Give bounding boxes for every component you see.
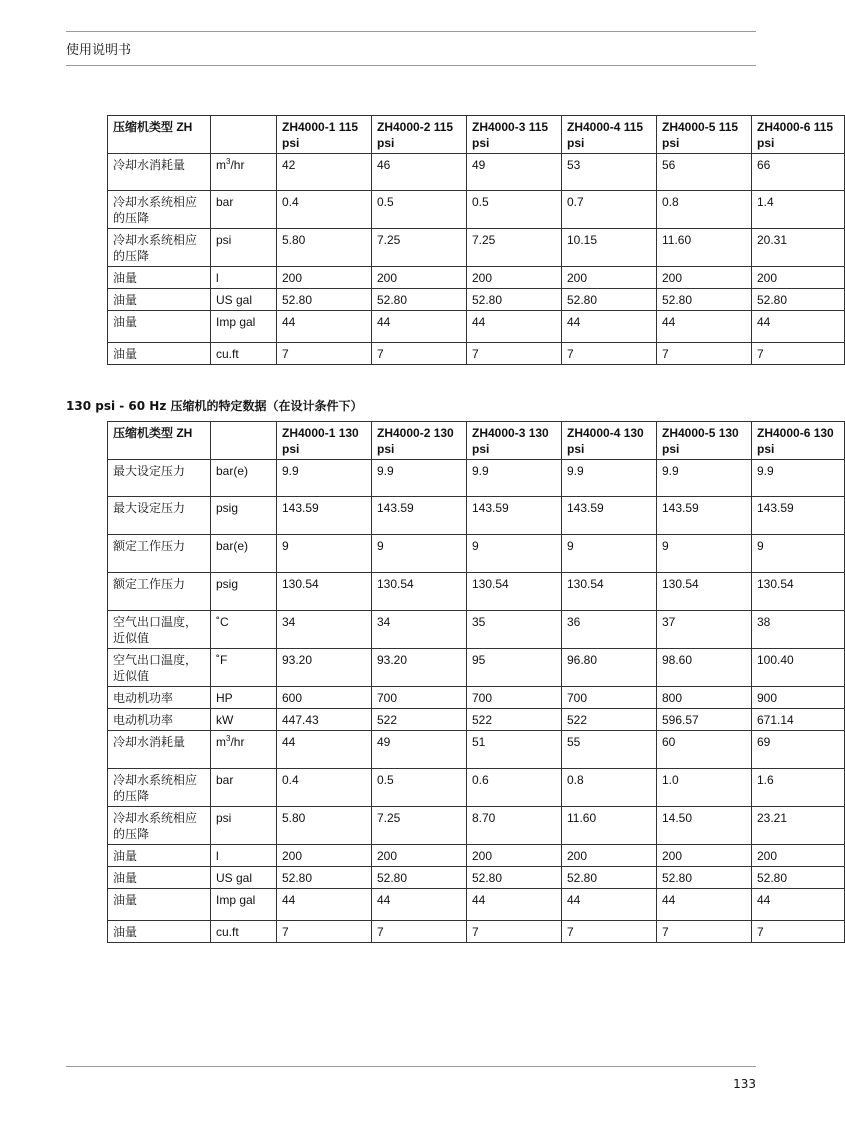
- value-cell: 9.9: [657, 460, 752, 497]
- value-cell: 0.8: [562, 769, 657, 807]
- unit-cell: psig: [211, 573, 277, 611]
- table-row: [108, 889, 845, 921]
- value-cell: 7: [467, 921, 562, 943]
- value-cell: 34: [277, 611, 372, 649]
- parameter-cell: 最大设定压力: [108, 497, 211, 535]
- table-header-cell: ZH4000-1 130 psi: [277, 422, 372, 460]
- value-cell: 0.5: [372, 769, 467, 807]
- value-cell: 96.80: [562, 649, 657, 687]
- value-cell: 44: [277, 889, 372, 921]
- value-cell: 5.80: [277, 229, 372, 267]
- section-heading-130psi: 130 psi - 60 Hz 压缩机的特定数据（在设计条件下）: [66, 399, 363, 413]
- value-cell: 44: [372, 311, 467, 343]
- value-cell: 44: [467, 311, 562, 343]
- value-cell: 7: [372, 921, 467, 943]
- value-cell: 44: [372, 889, 467, 921]
- value-cell: 66: [752, 154, 845, 191]
- table-row: [108, 191, 845, 229]
- value-cell: 7: [562, 921, 657, 943]
- parameter-cell: 油量: [108, 845, 211, 867]
- parameter-cell: 油量: [108, 867, 211, 889]
- value-cell: 44: [752, 311, 845, 343]
- value-cell: 20.31: [752, 229, 845, 267]
- value-cell: 0.7: [562, 191, 657, 229]
- table-row: [108, 845, 845, 867]
- value-cell: 53: [562, 154, 657, 191]
- value-cell: 35: [467, 611, 562, 649]
- value-cell: 7: [657, 343, 752, 365]
- value-cell: 9.9: [562, 460, 657, 497]
- value-cell: 596.57: [657, 709, 752, 731]
- value-cell: 200: [562, 267, 657, 289]
- value-cell: 49: [372, 731, 467, 769]
- parameter-cell: 最大设定压力: [108, 460, 211, 497]
- value-cell: 700: [562, 687, 657, 709]
- value-cell: 37: [657, 611, 752, 649]
- value-cell: 9: [657, 535, 752, 573]
- value-cell: 9.9: [277, 460, 372, 497]
- value-cell: 42: [277, 154, 372, 191]
- parameter-cell: 油量: [108, 889, 211, 921]
- value-cell: 52.80: [657, 289, 752, 311]
- value-cell: 7.25: [372, 807, 467, 845]
- value-cell: 7: [752, 921, 845, 943]
- table-header-cell: [211, 116, 277, 154]
- value-cell: 95: [467, 649, 562, 687]
- value-cell: 0.8: [657, 191, 752, 229]
- value-cell: 52.80: [657, 867, 752, 889]
- parameter-cell: 冷却水系统相应的压降: [108, 191, 211, 229]
- value-cell: 200: [467, 267, 562, 289]
- value-cell: 44: [562, 889, 657, 921]
- superscript-3: 3: [226, 157, 231, 166]
- value-cell: 52.80: [467, 867, 562, 889]
- value-cell: 7: [467, 343, 562, 365]
- value-cell: 200: [752, 845, 845, 867]
- value-cell: 200: [277, 267, 372, 289]
- unit-cell: HP: [211, 687, 277, 709]
- value-cell: 0.5: [372, 191, 467, 229]
- value-cell: 200: [277, 845, 372, 867]
- table-header-cell: ZH4000-2 115 psi: [372, 116, 467, 154]
- value-cell: 9: [752, 535, 845, 573]
- value-cell: 522: [467, 709, 562, 731]
- value-cell: 44: [562, 311, 657, 343]
- value-cell: 56: [657, 154, 752, 191]
- value-cell: 49: [467, 154, 562, 191]
- value-cell: 143.59: [277, 497, 372, 535]
- value-cell: 7: [372, 343, 467, 365]
- unit-cell: bar: [211, 191, 277, 229]
- value-cell: 93.20: [277, 649, 372, 687]
- value-cell: 900: [752, 687, 845, 709]
- unit-cell: $m^3/hr$: [211, 154, 277, 191]
- specs-table-body: [108, 422, 845, 943]
- value-cell: 200: [467, 845, 562, 867]
- table-row: [108, 769, 845, 807]
- value-cell: 671.14: [752, 709, 845, 731]
- value-cell: 143.59: [467, 497, 562, 535]
- specs-table-130psi: [107, 421, 845, 943]
- unit-cell: Imp gal: [211, 311, 277, 343]
- table-row: [108, 460, 845, 497]
- table-header-row: [108, 116, 845, 154]
- parameter-cell: 油量: [108, 343, 211, 365]
- value-cell: 200: [657, 267, 752, 289]
- value-cell: 9: [467, 535, 562, 573]
- value-cell: 52.80: [467, 289, 562, 311]
- value-cell: 52.80: [277, 867, 372, 889]
- value-cell: 44: [752, 889, 845, 921]
- value-cell: 44: [277, 731, 372, 769]
- value-cell: 800: [657, 687, 752, 709]
- value-cell: 8.70: [467, 807, 562, 845]
- value-cell: 7: [277, 343, 372, 365]
- value-cell: 60: [657, 731, 752, 769]
- footer-rule: [66, 1066, 756, 1067]
- parameter-cell: 空气出口温度，近似值: [108, 649, 211, 687]
- table-row: [108, 731, 845, 769]
- value-cell: 98.60: [657, 649, 752, 687]
- unit-cell: bar: [211, 769, 277, 807]
- table-header-cell: 压缩机类型 ZH: [108, 116, 211, 154]
- unit-cell: psi: [211, 229, 277, 267]
- parameter-cell: 额定工作压力: [108, 573, 211, 611]
- parameter-cell: 油量: [108, 921, 211, 943]
- value-cell: 700: [372, 687, 467, 709]
- table-header-row: [108, 422, 845, 460]
- specs-table-body: [108, 116, 845, 365]
- parameter-cell: 电动机功率: [108, 687, 211, 709]
- value-cell: 130.54: [752, 573, 845, 611]
- value-cell: 52.80: [372, 867, 467, 889]
- value-cell: 7: [562, 343, 657, 365]
- value-cell: 600: [277, 687, 372, 709]
- header-rule-bottom: [66, 65, 756, 66]
- table-row: [108, 921, 845, 943]
- unit-cell: kW: [211, 709, 277, 731]
- value-cell: 93.20: [372, 649, 467, 687]
- value-cell: 1.6: [752, 769, 845, 807]
- value-cell: 143.59: [657, 497, 752, 535]
- unit-cell: psig: [211, 497, 277, 535]
- value-cell: 11.60: [562, 807, 657, 845]
- unit-cell: cu.ft: [211, 343, 277, 365]
- unit-cell: l: [211, 267, 277, 289]
- value-cell: 0.6: [467, 769, 562, 807]
- table-header-cell: ZH4000-6 130 psi: [752, 422, 845, 460]
- value-cell: 55: [562, 731, 657, 769]
- value-cell: 9: [277, 535, 372, 573]
- table-header-cell: ZH4000-6 115 psi: [752, 116, 845, 154]
- table-row: [108, 311, 845, 343]
- table-row: [108, 535, 845, 573]
- value-cell: 52.80: [562, 867, 657, 889]
- value-cell: 52.80: [562, 289, 657, 311]
- value-cell: 52.80: [752, 867, 845, 889]
- table-row: [108, 687, 845, 709]
- value-cell: 522: [562, 709, 657, 731]
- unit-cell: bar(e): [211, 535, 277, 573]
- document-title: 使用说明书: [66, 43, 132, 58]
- table-header-cell: ZH4000-4 115 psi: [562, 116, 657, 154]
- value-cell: 14.50: [657, 807, 752, 845]
- value-cell: 0.4: [277, 769, 372, 807]
- value-cell: 200: [752, 267, 845, 289]
- table-row: [108, 229, 845, 267]
- value-cell: 143.59: [372, 497, 467, 535]
- value-cell: 200: [562, 845, 657, 867]
- header-rule-top: [66, 31, 756, 32]
- value-cell: 130.54: [372, 573, 467, 611]
- value-cell: 34: [372, 611, 467, 649]
- unit-cell: psi: [211, 807, 277, 845]
- value-cell: 44: [657, 311, 752, 343]
- table-header-cell: ZH4000-3 115 psi: [467, 116, 562, 154]
- unit-cell: ˚F: [211, 649, 277, 687]
- value-cell: 44: [277, 311, 372, 343]
- value-cell: 7.25: [372, 229, 467, 267]
- parameter-cell: 空气出口温度，近似值: [108, 611, 211, 649]
- table-header-cell: 压缩机类型 ZH: [108, 422, 211, 460]
- table-header-cell: ZH4000-1 115 psi: [277, 116, 372, 154]
- parameter-cell: 冷却水系统相应的压降: [108, 807, 211, 845]
- table-row: [108, 867, 845, 889]
- value-cell: 447.43: [277, 709, 372, 731]
- value-cell: 200: [372, 845, 467, 867]
- table-header-cell: ZH4000-5 130 psi: [657, 422, 752, 460]
- value-cell: 1.0: [657, 769, 752, 807]
- value-cell: 143.59: [752, 497, 845, 535]
- specs-table-115psi: [107, 115, 845, 365]
- value-cell: 52.80: [372, 289, 467, 311]
- value-cell: 38: [752, 611, 845, 649]
- unit-cell: l: [211, 845, 277, 867]
- value-cell: 5.80: [277, 807, 372, 845]
- value-cell: 23.21: [752, 807, 845, 845]
- value-cell: 7: [752, 343, 845, 365]
- parameter-cell: 油量: [108, 311, 211, 343]
- unit-cell: Imp gal: [211, 889, 277, 921]
- unit-cell: cu.ft: [211, 921, 277, 943]
- table-row: [108, 267, 845, 289]
- value-cell: 130.54: [657, 573, 752, 611]
- value-cell: 200: [372, 267, 467, 289]
- table-row: [108, 343, 845, 365]
- value-cell: 130.54: [467, 573, 562, 611]
- parameter-cell: 油量: [108, 267, 211, 289]
- table-header-cell: [211, 422, 277, 460]
- unit-cell: ˚C: [211, 611, 277, 649]
- value-cell: 130.54: [277, 573, 372, 611]
- value-cell: 130.54: [562, 573, 657, 611]
- value-cell: 200: [657, 845, 752, 867]
- table-row: [108, 573, 845, 611]
- table-row: [108, 807, 845, 845]
- table-row: [108, 611, 845, 649]
- value-cell: 52.80: [277, 289, 372, 311]
- value-cell: 100.40: [752, 649, 845, 687]
- value-cell: 7.25: [467, 229, 562, 267]
- table-row: [108, 497, 845, 535]
- value-cell: 0.4: [277, 191, 372, 229]
- value-cell: 7: [657, 921, 752, 943]
- page-number: 133: [733, 1077, 756, 1091]
- value-cell: 51: [467, 731, 562, 769]
- value-cell: 44: [657, 889, 752, 921]
- value-cell: 46: [372, 154, 467, 191]
- unit-cell: US gal: [211, 289, 277, 311]
- value-cell: 9: [372, 535, 467, 573]
- value-cell: 11.60: [657, 229, 752, 267]
- table-row: [108, 649, 845, 687]
- value-cell: 0.5: [467, 191, 562, 229]
- table-row: [108, 709, 845, 731]
- table-header-cell: ZH4000-5 115 psi: [657, 116, 752, 154]
- parameter-cell: 额定工作压力: [108, 535, 211, 573]
- table-row: [108, 289, 845, 311]
- value-cell: 1.4: [752, 191, 845, 229]
- value-cell: 9.9: [372, 460, 467, 497]
- table-row: [108, 154, 845, 191]
- value-cell: 36: [562, 611, 657, 649]
- value-cell: 44: [467, 889, 562, 921]
- value-cell: 10.15: [562, 229, 657, 267]
- value-cell: 52.80: [752, 289, 845, 311]
- unit-cell: US gal: [211, 867, 277, 889]
- value-cell: 9.9: [467, 460, 562, 497]
- value-cell: 9.9: [752, 460, 845, 497]
- table-header-cell: ZH4000-3 130 psi: [467, 422, 562, 460]
- unit-cell: bar(e): [211, 460, 277, 497]
- value-cell: 143.59: [562, 497, 657, 535]
- parameter-cell: 冷却水消耗量: [108, 731, 211, 769]
- value-cell: 7: [277, 921, 372, 943]
- table-header-cell: ZH4000-2 130 psi: [372, 422, 467, 460]
- parameter-cell: 冷却水系统相应的压降: [108, 229, 211, 267]
- parameter-cell: 冷却水系统相应的压降: [108, 769, 211, 807]
- parameter-cell: 电动机功率: [108, 709, 211, 731]
- value-cell: 522: [372, 709, 467, 731]
- value-cell: 69: [752, 731, 845, 769]
- value-cell: 9: [562, 535, 657, 573]
- value-cell: 700: [467, 687, 562, 709]
- unit-cell: $m^3/hr$: [211, 731, 277, 769]
- parameter-cell: 油量: [108, 289, 211, 311]
- superscript-3: 3: [226, 734, 231, 743]
- parameter-cell: 冷却水消耗量: [108, 154, 211, 191]
- table-header-cell: ZH4000-4 130 psi: [562, 422, 657, 460]
